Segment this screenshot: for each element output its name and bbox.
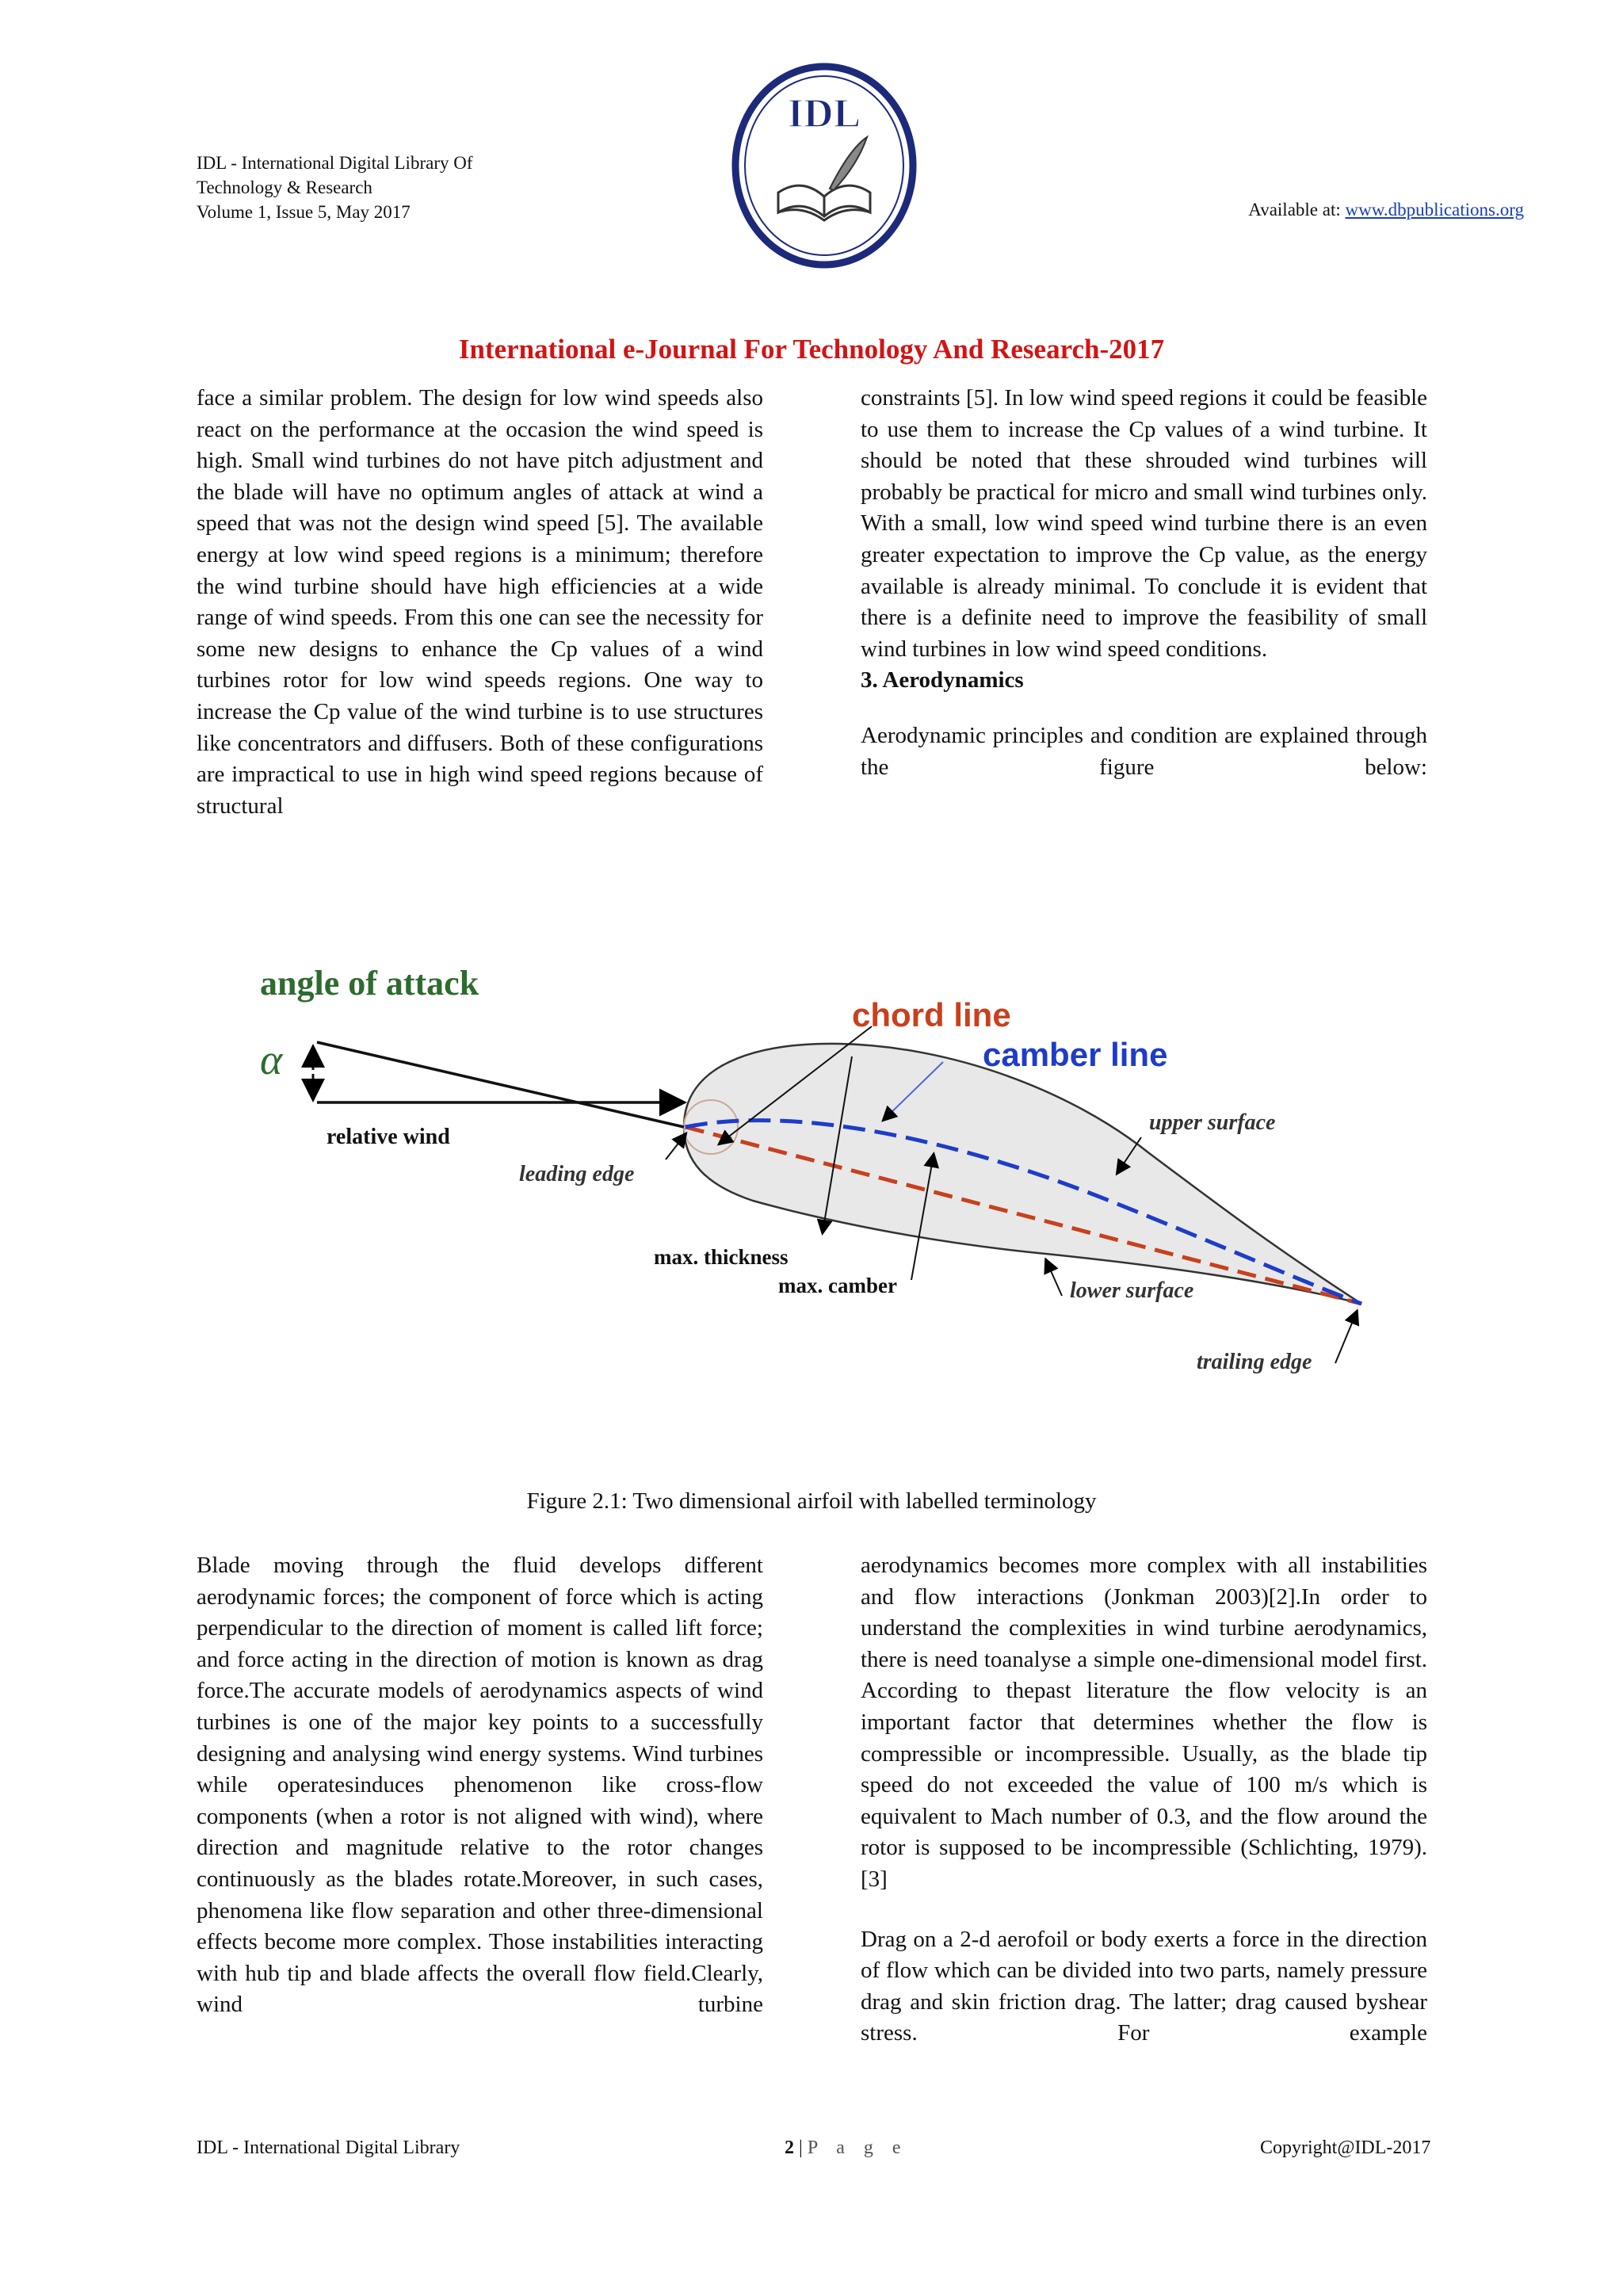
footer-copyright: Copyright@IDL-2017 [1260, 2137, 1431, 2158]
upper-surface-label: upper surface [1149, 1110, 1276, 1135]
leading-edge-label: leading edge [519, 1162, 635, 1186]
camber-line-label: camber line [983, 1036, 1168, 1073]
page-number: 2 [785, 2137, 794, 2158]
bottom-right-paragraph-2: Drag on a 2-d aerofoil or body exerts a force in the direction of flow which can be divided into two parts, namely pressure drag and skin friction drag. The latter; drag caused byshear stress. For example [861, 1926, 1427, 2046]
page-separator: | [794, 2137, 808, 2158]
max-thickness-label: max. thickness [654, 1245, 789, 1269]
top-left-column [197, 383, 763, 822]
relative-wind-line [317, 1042, 684, 1127]
footer-left: IDL - International Digital Library [197, 2137, 460, 2158]
bottom-left-column [197, 1550, 763, 2021]
available-label: Available at: [1248, 200, 1346, 220]
header-info [197, 151, 473, 224]
top-right-paragraph-2: Aerodynamic principles and condition are explained through the figure below: [861, 722, 1427, 780]
bottom-right-column [861, 1550, 1427, 2050]
bottom-right-paragraph-1: aerodynamics becomes more complex with all instabilities and flow interactions (Jonkman 2003)[2].In order to understand the complexities in wind turbine aerodynamics, there is need toanalyse a simple one-dimensional model first. According to thepast literature the flow velocity is an important factor that determines whether the flow is compressible or incompressible. Usually, as the blade tip speed do not exceeded the value of 100 m/s which is equivalent to Mach number of 0.3, and the flow around the rotor is supposed to be incompressible (Schlichting, 1979).[3] [861, 1553, 1427, 1892]
relative-wind-label: relative wind [327, 1125, 450, 1149]
trailing-edge-label: trailing edge [1197, 1350, 1312, 1374]
bottom-left-paragraph: Blade moving through the fluid develops different aerodynamic forces; the component of force which is acting perpendicular to the direction of moment is called lift force; and force acting in the direction of motion is known as drag force.The accurate models of aerodynamics aspects of wind turbines is one of the major key points to a successfully designing and analysing wind energy systems. Wind turbines while operatesinduces phenomenon like cross-flow components (when a rotor is not aligned with wind), where direction and magnitude relative to the rotor changes continuously as the blades rotate.Moreover, in such cases, phenomena like flow separation and other three-dimensional effects become more complex. Those instabilities interacting with hub tip and blade affects the overall flow field.Clearly, wind turbine [197, 1553, 763, 2018]
idl-logo [731, 62, 918, 269]
page-word: P a g e [807, 2137, 908, 2158]
availability [1189, 200, 1524, 220]
header-line-1: IDL - International Digital Library Of [197, 153, 473, 173]
lower-surface-label: lower surface [1070, 1278, 1194, 1303]
top-left-paragraph: face a similar problem. The design for low wind speeds also react on the performance at the occasion the wind speed is high. Small wind turbines do not have pitch adjustment and the blade will have no optimum angles of attack at wind a speed that was not the design wind speed [5]. The available energy at low wind speed regions is a minimum; therefore the wind turbine should have high efficiencies at a wide range of wind speeds. From this one can see the necessity for some new designs to enhance the Cp values of a wind turbines rotor for low wind speeds regions. One way to increase the Cp value of the wind turbine is to use structures like concentrators and diffusers. Both of these configurations are impractical to use in high wind speed regions because of structural [197, 385, 763, 819]
logo-text: IDL [787, 91, 861, 136]
alpha-label: α [260, 1036, 283, 1083]
publisher-link[interactable]: www.dbpublications.org [1345, 200, 1524, 220]
section-heading: 3. Aerodynamics [861, 667, 1024, 693]
chord-line-label: chord line [852, 996, 1011, 1033]
header-line-2: Technology & Research [197, 178, 372, 197]
journal-title: International e-Journal For Technology And Research-2017 [458, 334, 1165, 365]
airfoil-figure [238, 947, 1387, 1399]
max-camber-label: max. camber [778, 1274, 897, 1297]
angle-of-attack-label: angle of attack [260, 964, 479, 1003]
top-right-paragraph-1: constraints [5]. In low wind speed regions it could be feasible to use them to increase the Cp values of a wind turbine. It should be noted that these shrouded wind turbines will probably be practical for micro and small wind turbines only. With a small, low wind speed wind turbine there is an even greater expectation to improve the Cp value, as the energy available is already minimal. To conclude it is evident that there is a definite need to improve the feasibility of small wind turbines in low wind speed conditions. [861, 385, 1427, 662]
footer-page [785, 2137, 908, 2159]
figure-caption: Figure 2.1: Two dimensional airfoil with labelled terminology [526, 1488, 1097, 1514]
header-line-3: Volume 1, Issue 5, May 2017 [197, 202, 411, 222]
top-right-column [861, 383, 1427, 783]
